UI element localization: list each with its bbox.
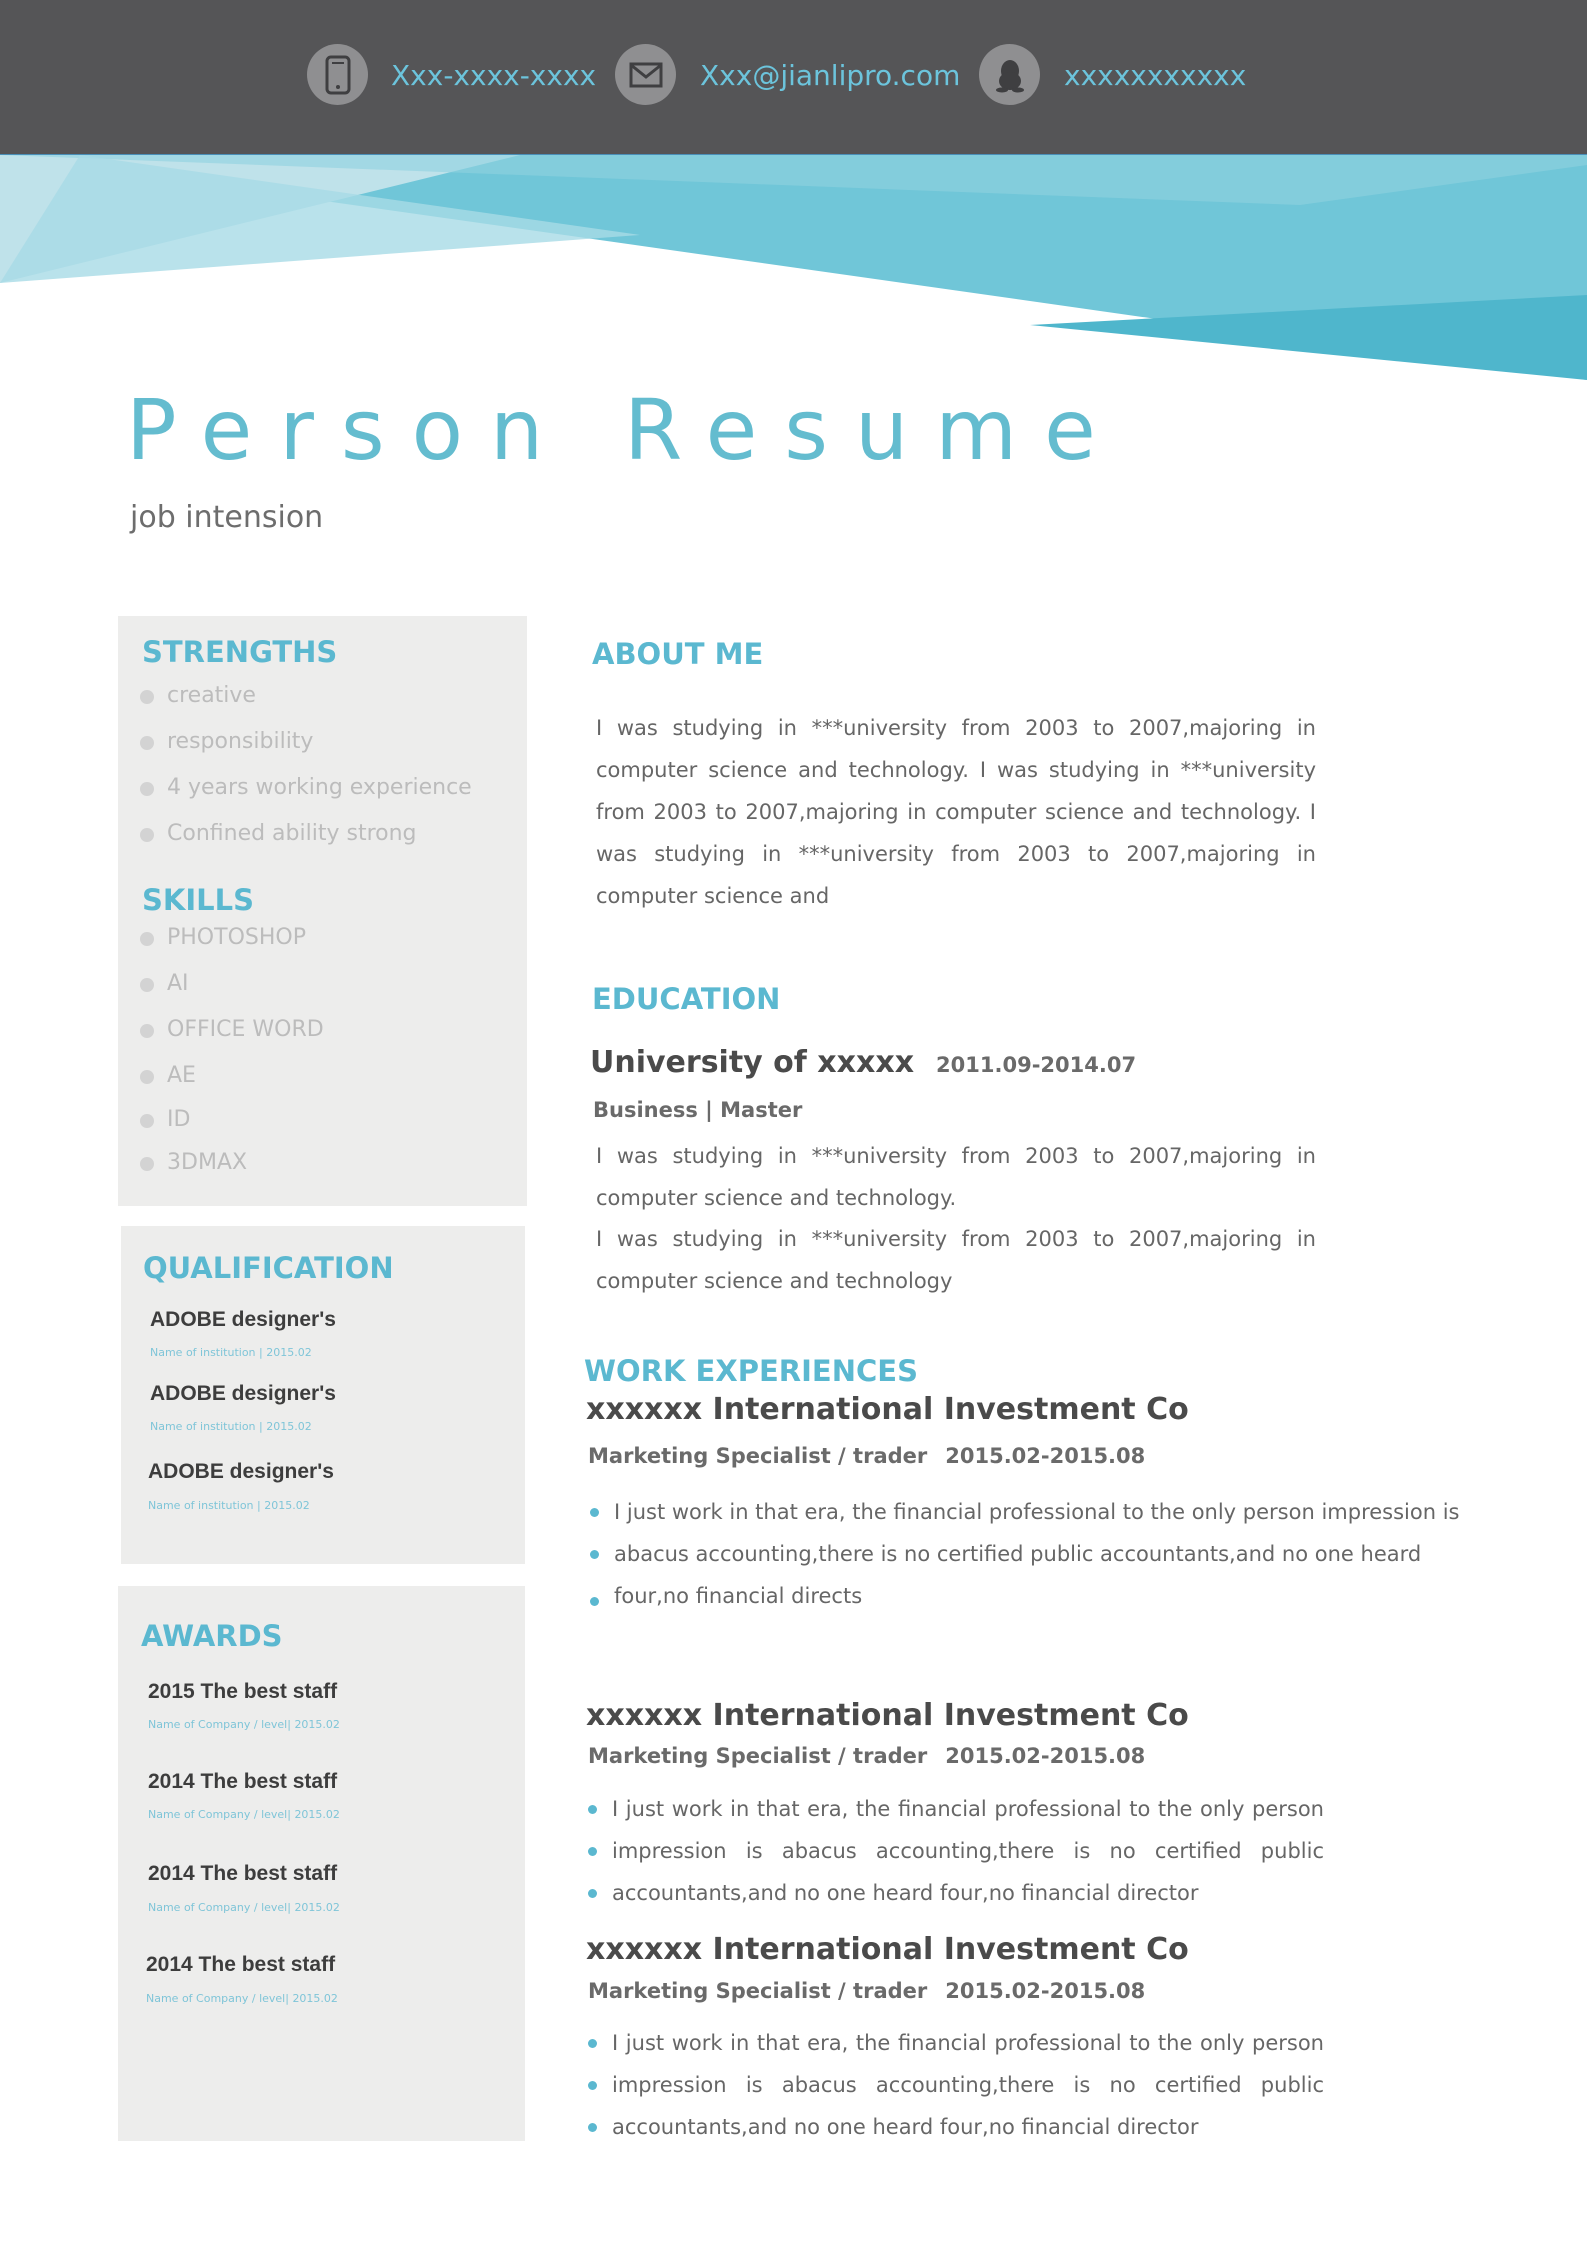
award-sub: Name of Company / level| 2015.02 bbox=[148, 1901, 340, 1914]
award-sub: Name of Company / level| 2015.02 bbox=[148, 1808, 340, 1821]
qq-penguin-icon bbox=[979, 44, 1040, 105]
job-date: 2015.02-2015.08 bbox=[945, 1744, 1146, 1768]
work-heading: WORK EXPERIENCES bbox=[584, 1354, 918, 1388]
phone-text: Xxx-xxxx-xxxx bbox=[391, 59, 597, 92]
about-text: I was studying in ***university from 2003 to 2007,majoring in computer science and technology. I was studying in ***university from 2003 to 2007,majoring in computer science and technology. I was studying in ***university from 2003 to 2007,majoring in computer science and bbox=[596, 716, 1316, 908]
contact-header-bar bbox=[0, 0, 1587, 156]
job-date: 2015.02-2015.08 bbox=[945, 1444, 1146, 1468]
bullet-icon bbox=[140, 1114, 154, 1128]
phone-icon bbox=[307, 44, 368, 105]
education-date: 2011.09-2014.07 bbox=[936, 1053, 1137, 1077]
bullet-icon bbox=[140, 690, 154, 704]
education-text-1: I was studying in ***university from 2003 to 2007,majoring in computer science and technology. bbox=[596, 1144, 1316, 1210]
bullet-icon bbox=[140, 1024, 154, 1038]
job-role-line bbox=[588, 1976, 1145, 2006]
school-name: University of xxxxx bbox=[590, 1045, 915, 1080]
strengths-heading: STRENGTHS bbox=[142, 635, 338, 669]
education-degree: Business | Master bbox=[593, 1098, 803, 1122]
job-role-line bbox=[588, 1741, 1145, 1771]
list-item: impression is abacus accounting,there is no certified public bbox=[588, 1830, 1324, 1872]
qualification-title: ADOBE designer's bbox=[148, 1460, 334, 1483]
award-sub: Name of Company / level| 2015.02 bbox=[146, 1992, 338, 2005]
job-role: Marketing Specialist / trader bbox=[588, 1744, 928, 1768]
about-heading: ABOUT ME bbox=[592, 637, 764, 671]
award-sub: Name of Company / level| 2015.02 bbox=[148, 1718, 340, 1731]
award-title: 2014 The best staff bbox=[148, 1862, 338, 1885]
education-heading: EDUCATION bbox=[592, 982, 781, 1016]
bullet-icon bbox=[140, 782, 154, 796]
qualification-title: ADOBE designer's bbox=[150, 1382, 336, 1405]
qualification-sub: Name of institution | 2015.02 bbox=[150, 1420, 312, 1433]
bullet-icon bbox=[590, 1508, 599, 1517]
mail-icon bbox=[615, 44, 676, 105]
job-bullets bbox=[588, 2022, 1324, 2148]
bullet-icon bbox=[588, 2081, 597, 2090]
list-item: accountants,and no one heard four,no financial director bbox=[588, 2106, 1324, 2148]
job-role-line bbox=[588, 1441, 1145, 1471]
bullet-icon bbox=[588, 1847, 597, 1856]
bullet-icon bbox=[590, 1597, 599, 1606]
bullet-icon bbox=[140, 932, 154, 946]
education-school bbox=[590, 1043, 1136, 1083]
qq-text: xxxxxxxxxxx bbox=[1064, 59, 1247, 92]
job-company: xxxxxx International Investment Co bbox=[586, 1932, 1189, 1967]
bullet-icon bbox=[140, 1070, 154, 1084]
list-item: I just work in that era, the financial professional to the only person impression is bbox=[590, 1491, 1386, 1533]
qualification-sub: Name of institution | 2015.02 bbox=[148, 1499, 310, 1512]
award-title: 2014 The best staff bbox=[148, 1770, 338, 1793]
qualification-heading: QUALIFICATION bbox=[143, 1251, 394, 1285]
list-item: four,no financial directs bbox=[590, 1575, 1386, 1617]
list-item: impression is abacus accounting,there is no certified public bbox=[588, 2064, 1324, 2106]
job-role: Marketing Specialist / trader bbox=[588, 1444, 928, 1468]
list-item: I just work in that era, the financial professional to the only person bbox=[588, 2022, 1324, 2064]
qualification-panel bbox=[121, 1226, 525, 1564]
job-bullets bbox=[588, 1788, 1324, 1914]
bullet-icon bbox=[140, 736, 154, 750]
award-title: 2015 The best staff bbox=[148, 1680, 338, 1703]
skills-heading: SKILLS bbox=[142, 883, 254, 917]
email-text: Xxx@jianlipro.com bbox=[700, 59, 961, 92]
qualification-title: ADOBE designer's bbox=[150, 1308, 336, 1331]
page-title: Person Resume bbox=[126, 381, 1123, 479]
education-text-2: I was studying in ***university from 2003 to 2007,majoring in computer science and technology bbox=[596, 1227, 1316, 1293]
job-company: xxxxxx International Investment Co bbox=[586, 1392, 1189, 1427]
bullet-icon bbox=[140, 1157, 154, 1171]
job-bullets bbox=[590, 1491, 1460, 1617]
awards-heading: AWARDS bbox=[141, 1619, 283, 1653]
list-item: accountants,and no one heard four,no financial director bbox=[588, 1872, 1324, 1914]
bullet-icon bbox=[590, 1550, 599, 1559]
qualification-sub: Name of institution | 2015.02 bbox=[150, 1346, 312, 1359]
list-item: I just work in that era, the financial professional to the only person bbox=[588, 1788, 1324, 1830]
job-company: xxxxxx International Investment Co bbox=[586, 1698, 1189, 1733]
bullet-icon bbox=[588, 2039, 597, 2048]
bullet-icon bbox=[588, 2123, 597, 2132]
bullet-icon bbox=[140, 978, 154, 992]
list-item: abacus accounting,there is no certified public accountants,and no one heard bbox=[590, 1533, 1386, 1575]
bullet-icon bbox=[588, 1889, 597, 1898]
bullet-icon bbox=[140, 828, 154, 842]
job-intension-subtitle: job intension bbox=[130, 500, 324, 535]
awards-panel bbox=[118, 1586, 525, 2141]
strengths-skills-panel: STRENGTHS creative responsibility 4 years working experience Confined ability strong SKILLS PHOTOSHOP AI OFFICE WORD AE ID 3DMAX bbox=[118, 616, 527, 1206]
decorative-ribbon bbox=[0, 155, 1587, 385]
job-role: Marketing Specialist / trader bbox=[588, 1979, 928, 2003]
bullet-icon bbox=[588, 1805, 597, 1814]
job-date: 2015.02-2015.08 bbox=[945, 1979, 1146, 2003]
award-title: 2014 The best staff bbox=[146, 1953, 336, 1976]
